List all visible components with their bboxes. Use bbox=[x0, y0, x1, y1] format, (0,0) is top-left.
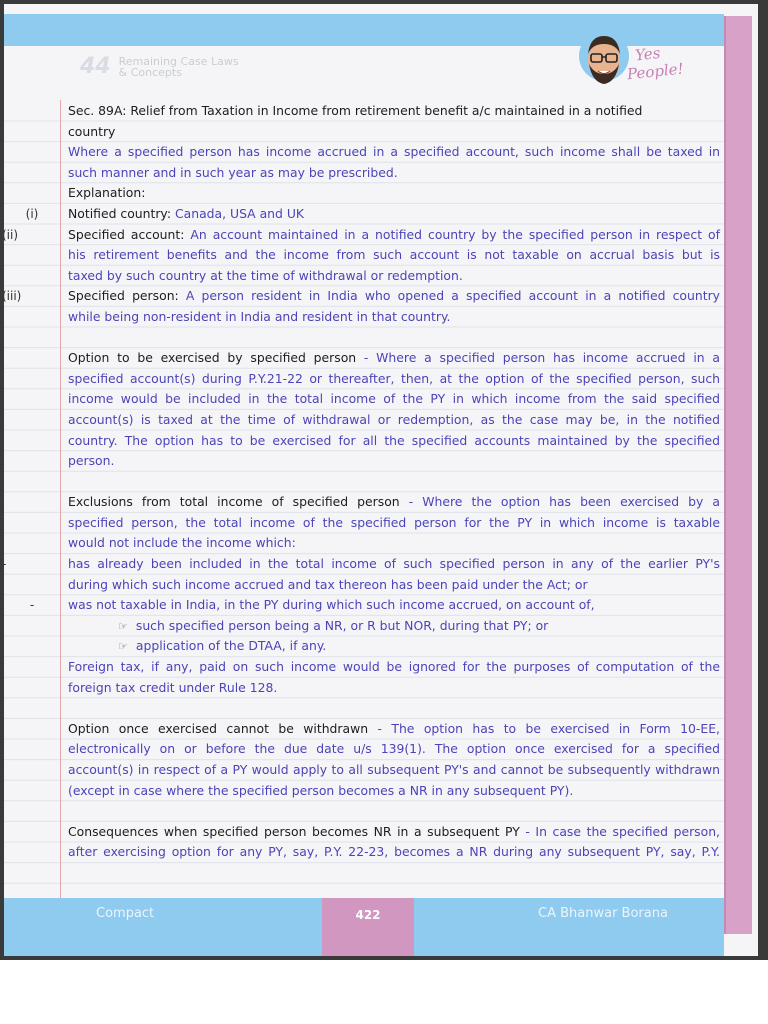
blank-line bbox=[68, 698, 720, 719]
chapter-heading bbox=[80, 54, 239, 79]
text-line: account(s) in respect of a PY would apply to all subsequent PY's and cannot be subsequently withdrawn bbox=[68, 762, 720, 777]
section-heading: Sec. 89A: Relief from Taxation in Income from retirement benefit a/c maintained in a notified bbox=[68, 103, 643, 118]
definition-text: An account maintained in a notified country by the specified person in respect of bbox=[190, 226, 720, 242]
dash-marker: - bbox=[2, 557, 7, 572]
text-line: Where a specified person has income accrued in a specified account, such income shall be taxed in bbox=[68, 144, 720, 160]
text-line: Foreign tax, if any, paid on such income would be ignored for the purposes of computation of the bbox=[68, 659, 720, 675]
text-line: such manner and in such year as may be prescribed. bbox=[68, 164, 398, 180]
text-line: would not include the income which: bbox=[68, 535, 296, 551]
text-line: country. The option has to be exercised for all the specified accounts maintained by the specified bbox=[68, 432, 720, 448]
section-heading-cont: country bbox=[68, 123, 116, 139]
sub-list-item bbox=[68, 636, 720, 657]
item-marker: (iii) bbox=[2, 289, 22, 304]
definition-text: Canada, USA and UK bbox=[174, 205, 305, 221]
paragraph-heading-line bbox=[68, 822, 720, 843]
explanation-heading: Explanation: bbox=[68, 185, 146, 201]
slogan-line1: Yes bbox=[634, 43, 662, 65]
paragraph-text: - In case the specified person, bbox=[525, 823, 720, 839]
dash-marker: - bbox=[29, 598, 35, 613]
page-content bbox=[2, 101, 721, 863]
text-line: person. bbox=[68, 453, 115, 469]
paragraph-text: - The option has to be exercised in Form 10-EE, bbox=[377, 720, 720, 736]
definition-item bbox=[2, 286, 720, 307]
sub-list-text: such specified person being a NR, or R but NOR, during that PY; or bbox=[135, 617, 549, 633]
chapter-number: 44 bbox=[80, 54, 111, 79]
footer-page-band bbox=[322, 898, 414, 956]
text-line: foreign tax credit under Rule 128. bbox=[68, 679, 278, 695]
paragraph-heading: Consequences when specified person becomes NR in a subsequent PY bbox=[68, 823, 526, 839]
blank-line bbox=[68, 328, 720, 349]
pointing-hand-icon: ☞ bbox=[118, 619, 128, 633]
sub-list-item bbox=[68, 616, 720, 637]
definition-term: Notified country: bbox=[68, 205, 175, 221]
pointing-hand-icon: ☞ bbox=[118, 640, 128, 654]
text-line: specified person, the total income of the specified person for the PY in which income is taxable bbox=[68, 514, 720, 530]
paragraph-heading: Option to be exercised by specified person bbox=[68, 350, 364, 366]
chapter-title-line2: & Concepts bbox=[118, 65, 182, 79]
footer-left-band bbox=[4, 898, 322, 956]
text-line: taxed by such country at the time of withdrawal or redemption. bbox=[68, 267, 463, 283]
definition-item bbox=[2, 225, 720, 246]
sub-list-text: application of the DTAA, if any. bbox=[135, 638, 327, 654]
list-item bbox=[2, 554, 720, 575]
text-line: specified account(s) during P.Y.21-22 or thereafter, then, at the option of the specified person, such bbox=[68, 370, 720, 386]
chapter-title-line1: Remaining Case Laws bbox=[118, 54, 239, 68]
list-item-text: was not taxable in India, in the PY during which such income accrued, on account of, bbox=[68, 597, 595, 613]
item-marker: (ii) bbox=[2, 227, 19, 242]
text-line: his retirement benefits and the income from such account is not taxable on accrual basis but is bbox=[68, 247, 720, 263]
text-line: account(s) is taxed at the time of withdrawal or redemption, as the case may be, in the notified bbox=[68, 411, 720, 427]
paragraph-heading-line bbox=[68, 719, 720, 740]
chapter-title bbox=[119, 56, 239, 78]
definition-text: A person resident in India who opened a specified account in a notified country bbox=[185, 288, 720, 304]
page-edge-strip bbox=[724, 16, 752, 934]
definition-item bbox=[25, 204, 720, 225]
paragraph-heading: Option once exercised cannot be withdrawn bbox=[68, 720, 378, 736]
text-line: income would be included in the total income of the PY in which income from the said specified bbox=[68, 391, 720, 407]
definition-term: Specified account: bbox=[68, 226, 191, 242]
text-line: during which such income accrued and tax thereon has been paid under the Act; or bbox=[68, 576, 588, 592]
page-number: 422 bbox=[355, 908, 381, 922]
text-line: after exercising option for any PY, say, P.Y. 22-23, becomes a NR during any subsequent PY, say, P.Y. bbox=[68, 844, 720, 860]
text-line: while being non-resident in India and resident in that country. bbox=[68, 308, 451, 324]
paragraph-text: - Where a specified person has income accrued in a bbox=[363, 350, 720, 366]
text-line bbox=[68, 122, 720, 143]
definition-term: Specified person: bbox=[68, 288, 186, 304]
footer-book-name: Compact bbox=[96, 906, 155, 921]
paragraph-heading-line bbox=[68, 492, 720, 513]
paragraph-heading: Exclusions from total income of specified person bbox=[68, 494, 409, 510]
blank-line bbox=[68, 801, 720, 822]
slogan-line2: People! bbox=[626, 59, 685, 84]
author-avatar-icon bbox=[578, 30, 630, 88]
list-item-text: has already been included in the total income of such specified person in any of the earlier PY's bbox=[68, 556, 720, 572]
blank-line bbox=[68, 472, 720, 493]
paragraph-text: - Where the option has been exercised by a bbox=[408, 494, 721, 510]
slogan bbox=[626, 42, 685, 84]
list-item bbox=[29, 595, 720, 616]
section-heading-line bbox=[68, 101, 720, 122]
text-line: (except in case where the specified person becomes a NR in any subsequent PY). bbox=[68, 782, 574, 798]
text-line: electronically on or before the due date u/s 139(1). The option once exercised for a specified bbox=[68, 741, 720, 757]
paragraph-heading-line bbox=[68, 348, 720, 369]
footer-author: CA Bhanwar Borana bbox=[538, 906, 668, 921]
item-marker: (i) bbox=[25, 206, 39, 221]
